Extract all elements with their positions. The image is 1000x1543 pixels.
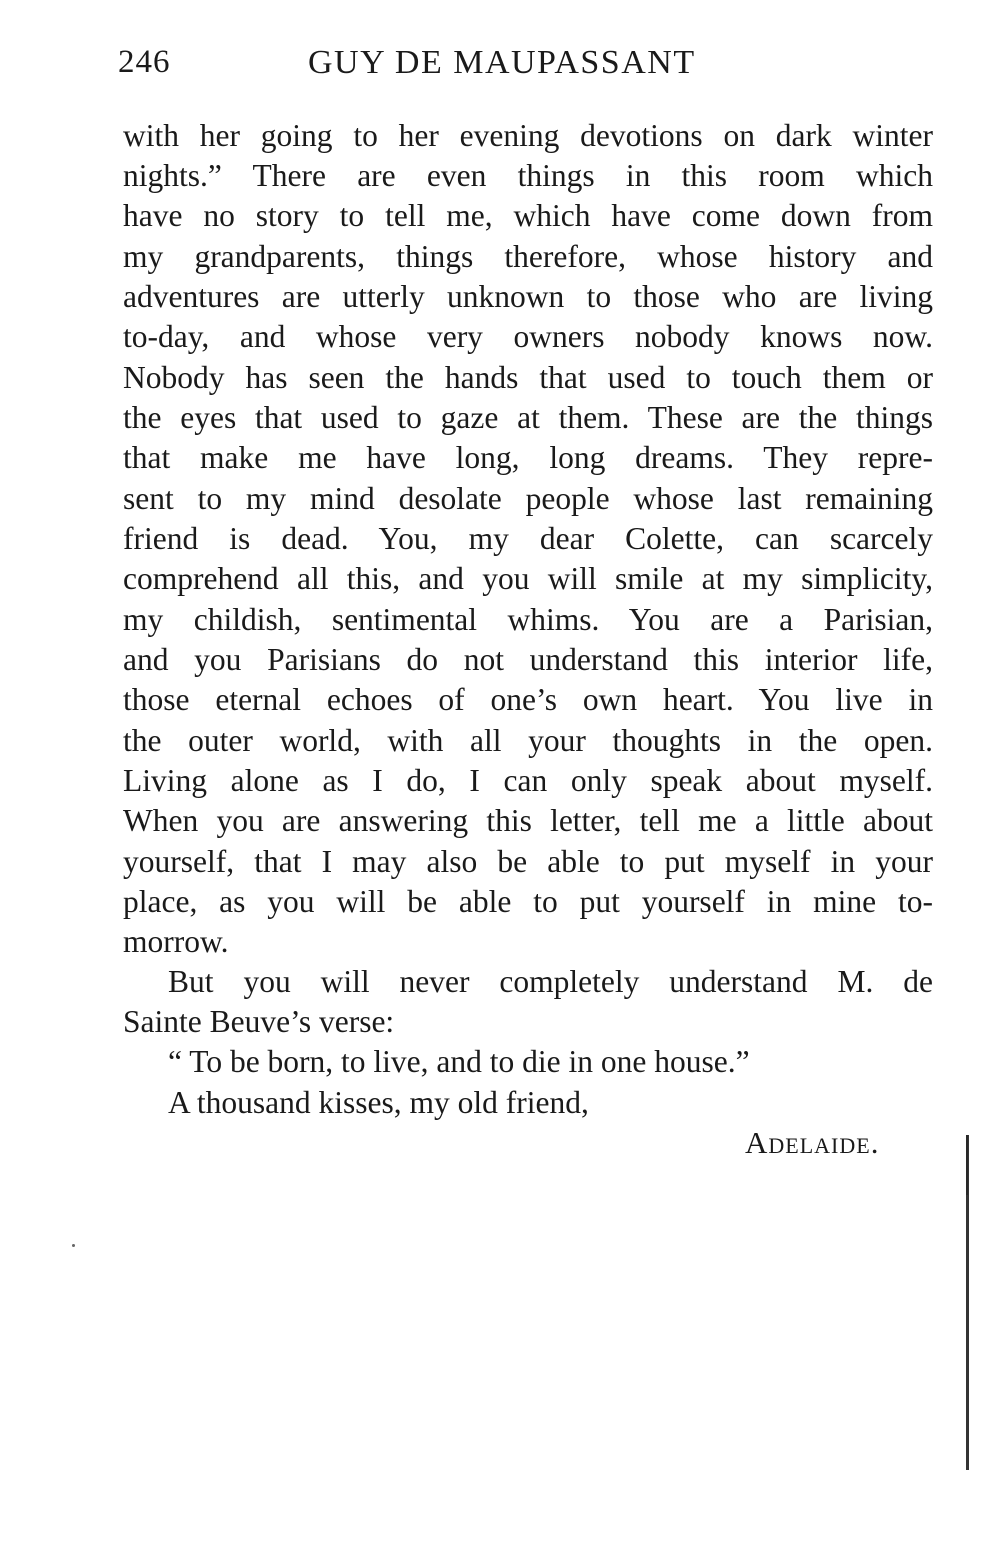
text-line: place, as you will be able to put yourself in mine to- [123, 884, 933, 919]
text-line: with her going to her evening devotions on dark winter [123, 118, 933, 153]
text-line: friend is dead. You, my dear Colette, can scarcely [123, 521, 933, 556]
text-line: When you are answering this letter, tell me a little about [123, 803, 933, 838]
text-line: nights.” There are even things in this room which [123, 158, 933, 193]
text-line: that make me have long, long dreams. They repre- [123, 440, 933, 475]
text-line: the eyes that used to gaze at them. These are the things [123, 400, 933, 435]
text-line: comprehend all this, and you will smile at my simplicity, [123, 561, 933, 596]
text-line: Living alone as I do, I can only speak about myself. [123, 763, 933, 798]
text-line: Sainte Beuve’s verse: [123, 1004, 395, 1039]
text-line: have no story to tell me, which have come down from [123, 198, 933, 233]
text-line: morrow. [123, 924, 229, 959]
text-line: Nobody has seen the hands that used to touch them or [123, 360, 933, 395]
text-line: to-day, and whose very owners nobody knows now. [123, 319, 933, 354]
quoted-verse: “ To be born, to live, and to die in one house.” [168, 1044, 750, 1079]
text-line: yourself, that I may also be able to put myself in your [123, 844, 933, 879]
text-line: and you Parisians do not understand this interior life, [123, 642, 933, 677]
running-title: GUY DE MAUPASSANT [308, 44, 696, 81]
text-line: the outer world, with all your thoughts in the open. [123, 723, 933, 758]
closing-line: A thousand kisses, my old friend, [168, 1085, 589, 1120]
text-line: adventures are utterly unknown to those who are living [123, 279, 933, 314]
text-line: sent to my mind desolate people whose last remaining [123, 481, 933, 516]
signature-name: Adelaide. [745, 1125, 880, 1160]
text-line: my grandparents, things therefore, whose history and [123, 239, 933, 274]
text-line: my childish, sentimental whims. You are a Parisian, [123, 602, 933, 637]
text-line: But you will never completely understand M. de [168, 964, 933, 999]
scan-edge-line [966, 1135, 969, 1470]
signature [745, 1123, 879, 1163]
scan-speck [72, 1244, 75, 1247]
text-line: those eternal echoes of one’s own heart. You live in [123, 682, 933, 717]
page-number: 246 [118, 44, 171, 80]
